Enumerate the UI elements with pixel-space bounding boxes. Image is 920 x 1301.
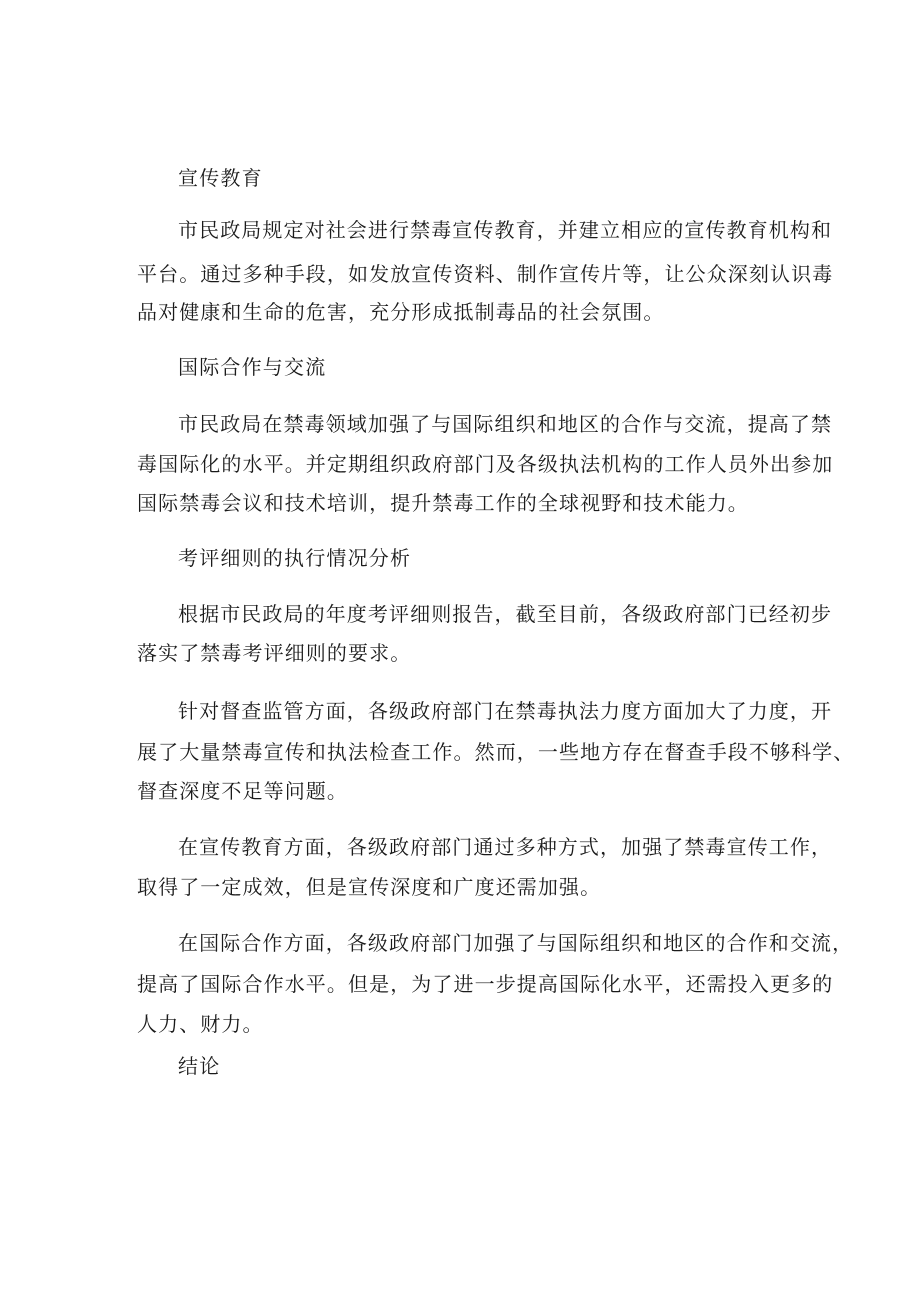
section-heading-analysis: 考评细则的执行情况分析	[178, 546, 412, 570]
paragraph-line: 展了大量禁毒宣传和执法检查工作。然而，一些地方存在督查手段不够科学、	[137, 740, 855, 764]
paragraph-line: 市民政局规定对社会进行禁毒宣传教育，并建立相应的宣传教育机构和	[178, 218, 833, 242]
paragraph-line: 品对健康和生命的危害，充分形成抵制毒品的社会氛围。	[137, 300, 665, 324]
paragraph-line: 平台。通过多种手段，如发放宣传资料、制作宣传片等，让公众深刻认识毒	[137, 262, 834, 286]
paragraph-line: 根据市民政局的年度考评细则报告，截至目前，各级政府部门已经初步	[178, 602, 833, 626]
paragraph-line: 国际禁毒会议和技术培训，提升禁毒工作的全球视野和技术能力。	[137, 491, 749, 515]
section-heading-international: 国际合作与交流	[178, 355, 327, 379]
paragraph-line: 取得了一定成效，但是宣传深度和广度还需加强。	[137, 875, 602, 899]
paragraph-line: 在国际合作方面，各级政府部门加强了与国际组织和地区的合作和交流，	[178, 931, 854, 955]
section-heading-conclusion: 结论	[178, 1054, 221, 1078]
paragraph-line: 针对督查监管方面，各级政府部门在禁毒执法力度方面加大了力度，开	[178, 699, 833, 723]
section-heading-propaganda: 宣传教育	[178, 166, 263, 190]
paragraph-line: 在宣传教育方面，各级政府部门通过多种方式，加强了禁毒宣传工作，	[178, 835, 833, 859]
paragraph-line: 毒国际化的水平。并定期组织政府部门及各级执法机构的工作人员外出参加	[137, 452, 834, 476]
paragraph-line: 市民政局在禁毒领域加强了与国际组织和地区的合作与交流，提高了禁	[178, 412, 833, 436]
paragraph-line: 人力、财力。	[137, 1012, 264, 1036]
paragraph-line: 督查深度不足等问题。	[137, 779, 348, 803]
paragraph-line: 落实了禁毒考评细则的要求。	[137, 641, 412, 665]
paragraph-line: 提高了国际合作水平。但是，为了进一步提高国际化水平，还需投入更多的	[137, 972, 834, 996]
